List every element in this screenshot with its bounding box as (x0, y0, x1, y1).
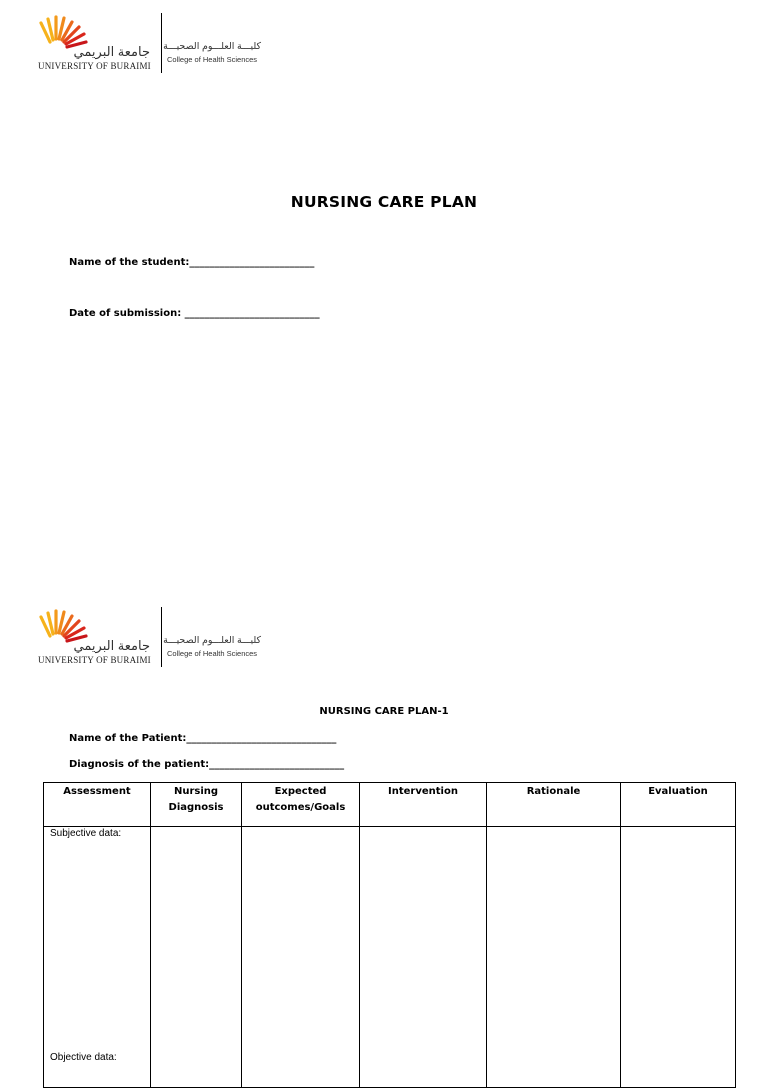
intervention-cell[interactable] (360, 827, 487, 1088)
arabic-college-name: كليـــة العلـــوم الصحيـــة (163, 635, 261, 646)
evaluation-cell[interactable] (621, 827, 736, 1088)
nursing-diagnosis-cell[interactable] (151, 827, 242, 1088)
care-plan-title: NURSING CARE PLAN-1 (319, 706, 449, 717)
header-divider (161, 13, 162, 73)
header-evaluation: Evaluation (621, 783, 736, 827)
english-college-name: College of Health Sciences (167, 55, 258, 64)
assessment-cell[interactable] (44, 827, 151, 1088)
english-college-name: College of Health Sciences (167, 649, 258, 658)
header-expected-outcomes: Expected outcomes/Goals (242, 783, 360, 827)
rationale-cell[interactable] (487, 827, 621, 1088)
table-row (44, 827, 736, 1088)
subjective-data-label: Subjective data: (50, 828, 122, 839)
patient-name-field: Name of the Patient:______________________________ (69, 733, 337, 744)
arabic-university-name: جامعة البريمي (73, 638, 150, 653)
patient-diagnosis-field: Diagnosis of the patient:___________________________ (69, 759, 345, 770)
arabic-university-name: جامعة البريمي (73, 44, 150, 59)
submission-date-field: Date of submission: ___________________________ (69, 308, 320, 319)
english-university-name: UNIVERSITY OF BURAIMI (38, 655, 151, 665)
header-assessment: Assessment (44, 783, 151, 827)
care-plan-table (43, 782, 736, 1088)
header-intervention: Intervention (360, 783, 487, 827)
university-header-2 (36, 606, 276, 668)
header-rationale: Rationale (487, 783, 621, 827)
objective-data-label: Objective data: (50, 1052, 117, 1063)
english-university-name: UNIVERSITY OF BURAIMI (38, 61, 151, 71)
header-nursing-diagnosis: Nursing Diagnosis (151, 783, 242, 827)
page-title: NURSING CARE PLAN (290, 193, 478, 211)
header-divider (161, 607, 162, 667)
student-name-field: Name of the student:_________________________ (69, 257, 315, 268)
expected-outcomes-cell[interactable] (242, 827, 360, 1088)
university-header (36, 12, 276, 74)
table-header-row (44, 783, 736, 827)
arabic-college-name: كليـــة العلـــوم الصحيـــة (163, 41, 261, 52)
